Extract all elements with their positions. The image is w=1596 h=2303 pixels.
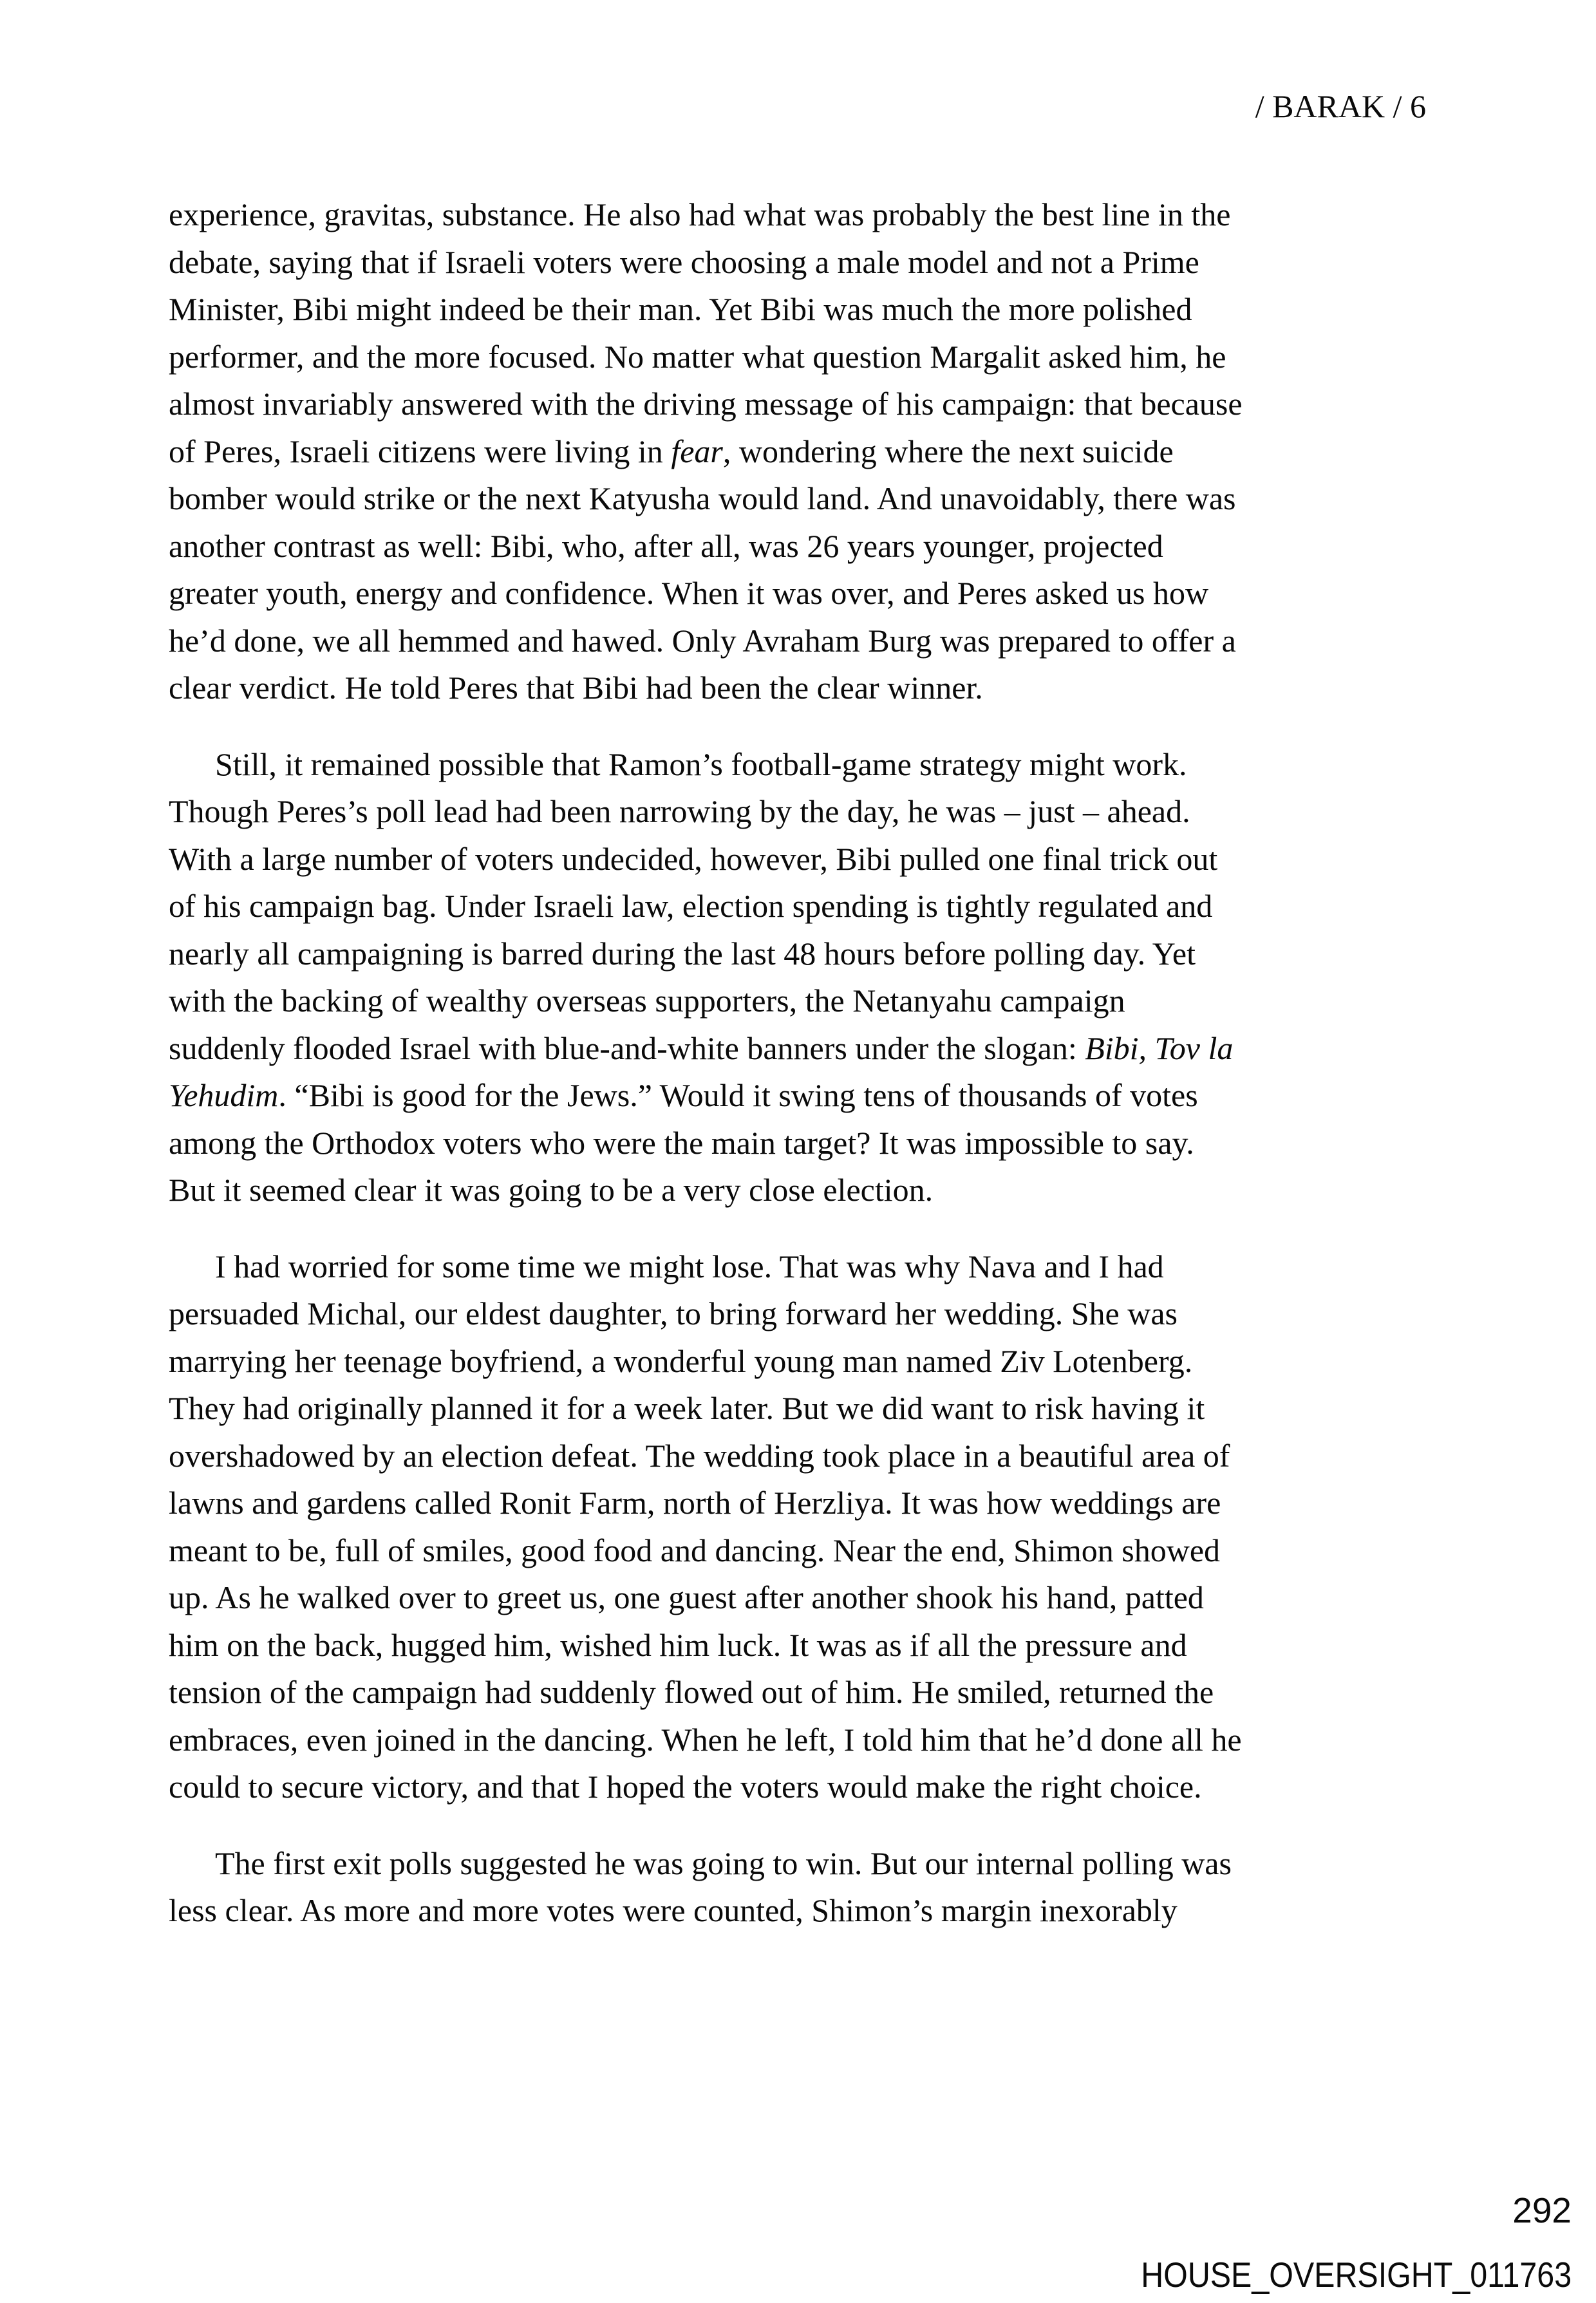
text-segment: of his campaign bag. Under Israeli law, election spending is tightly regulated and [169,888,1213,924]
text-line [169,1243,1426,1291]
text-line [169,1716,1426,1764]
text-line [169,1763,1426,1811]
text-segment: With a large number of voters undecided, however, Bibi pulled one final trick out [169,840,1218,877]
text-segment: him on the back, hugged him, wished him luck. It was as if all the pressure and [169,1626,1187,1663]
text-line [169,334,1426,381]
text-line [169,617,1426,665]
page-number: 292 [1512,2190,1572,2230]
paragraph [169,741,1426,1214]
text-segment: less clear. As more and more votes were counted, Shimon’s margin inexorably [169,1892,1178,1928]
text-segment: performer, and the more focused. No matter what question Margalit asked him, he [169,338,1226,375]
text-line [169,381,1426,428]
text-line [169,741,1426,789]
text-segment: lawns and gardens called Ronit Farm, north of Herzliya. It was how weddings are [169,1485,1221,1521]
text-line [169,664,1426,712]
bates-stamp: HOUSE_OVERSIGHT_011763 [1141,2255,1572,2295]
text-line [169,428,1426,476]
text-segment: nearly all campaigning is barred during the last 48 hours before polling day. Yet [169,935,1196,972]
italic-text-segment: Bibi, Tov la [1085,1029,1234,1066]
text-segment: among the Orthodox voters who were the main target? It was impossible to say. [169,1124,1194,1161]
text-segment: overshadowed by an election defeat. The wedding took place in a beautiful area of [169,1437,1230,1474]
text-line [169,788,1426,836]
text-line [169,1025,1426,1073]
text-segment: Though Peres’s poll lead had been narrowing by the day, he was – just – ahead. [169,793,1190,829]
text-segment: embraces, even joined in the dancing. When he left, I told him that he’d done all he [169,1721,1242,1758]
text-segment: with the backing of wealthy overseas supporters, the Netanyahu campaign [169,982,1125,1019]
text-segment: up. As he walked over to greet us, one guest after another shook his hand, patted [169,1579,1204,1615]
text-line [169,1669,1426,1716]
text-line [169,1574,1426,1622]
text-line [169,523,1426,570]
paragraph [169,191,1426,712]
text-segment: , wondering where the next suicide [722,433,1174,469]
text-segment: But it seemed clear it was going to be a very close election. [169,1172,934,1208]
text-line [169,977,1426,1025]
text-line [169,883,1426,930]
text-segment: almost invariably answered with the driving message of his campaign: that because [169,386,1243,422]
page-body [169,191,1426,1935]
text-line [169,1290,1426,1338]
text-line [169,1622,1426,1669]
text-line [169,1167,1426,1214]
text-segment: The first exit polls suggested he was going to win. But our internal polling was [215,1845,1232,1881]
text-segment: marrying her teenage boyfriend, a wonderful young man named Ziv Lotenberg. [169,1342,1193,1379]
text-segment: another contrast as well: Bibi, who, after all, was 26 years younger, projected [169,527,1163,564]
text-line [169,1385,1426,1433]
text-line [169,570,1426,617]
text-segment: could to secure victory, and that I hoped the voters would make the right choice. [169,1769,1202,1805]
text-segment: Minister, Bibi might indeed be their man. Yet Bibi was much the more polished [169,291,1192,327]
text-line [169,1840,1426,1888]
text-line [169,1338,1426,1386]
text-segment: debate, saying that if Israeli voters were choosing a male model and not a Prime [169,243,1199,280]
text-segment: he’d done, we all hemmed and hawed. Only Avraham Burg was prepared to offer a [169,622,1236,659]
text-line [169,286,1426,334]
text-segment: tension of the campaign had suddenly flowed out of him. He smiled, returned the [169,1674,1214,1710]
text-line [169,1433,1426,1480]
text-line [169,239,1426,287]
text-segment: bomber would strike or the next Katyusha would land. And unavoidably, there was [169,480,1236,516]
text-segment: greater youth, energy and confidence. When it was over, and Peres asked us how [169,575,1209,611]
text-line [169,836,1426,883]
text-segment: Still, it remained possible that Ramon’s football-game strategy might work. [215,746,1187,782]
italic-text-segment: fear [671,433,723,469]
text-line [169,191,1426,239]
text-line [169,1120,1426,1167]
text-segment: They had originally planned it for a week later. But we did want to risk having it [169,1390,1205,1426]
italic-text-segment: Yehudim [169,1077,279,1113]
text-segment: of Peres, Israeli citizens were living in [169,433,671,469]
text-segment: clear verdict. He told Peres that Bibi had been the clear winner. [169,670,983,706]
paragraph [169,1840,1426,1935]
running-header: / BARAK / 6 [1255,88,1426,124]
text-line [169,1887,1426,1935]
text-line [169,930,1426,978]
text-segment: . “Bibi is good for the Jews.” Would it swing tens of thousands of votes [278,1077,1198,1113]
text-segment: I had worried for some time we might lose. That was why Nava and I had [215,1248,1164,1284]
paragraph [169,1243,1426,1811]
text-segment: persuaded Michal, our eldest daughter, to bring forward her wedding. She was [169,1295,1178,1331]
text-line [169,1480,1426,1527]
text-segment: experience, gravitas, substance. He also had what was probably the best line in the [169,196,1231,232]
text-segment: meant to be, full of smiles, good food and dancing. Near the end, Shimon showed [169,1532,1221,1568]
text-segment: suddenly flooded Israel with blue-and-white banners under the slogan: [169,1029,1085,1066]
text-line [169,1072,1426,1120]
text-line [169,475,1426,523]
text-line [169,1527,1426,1575]
